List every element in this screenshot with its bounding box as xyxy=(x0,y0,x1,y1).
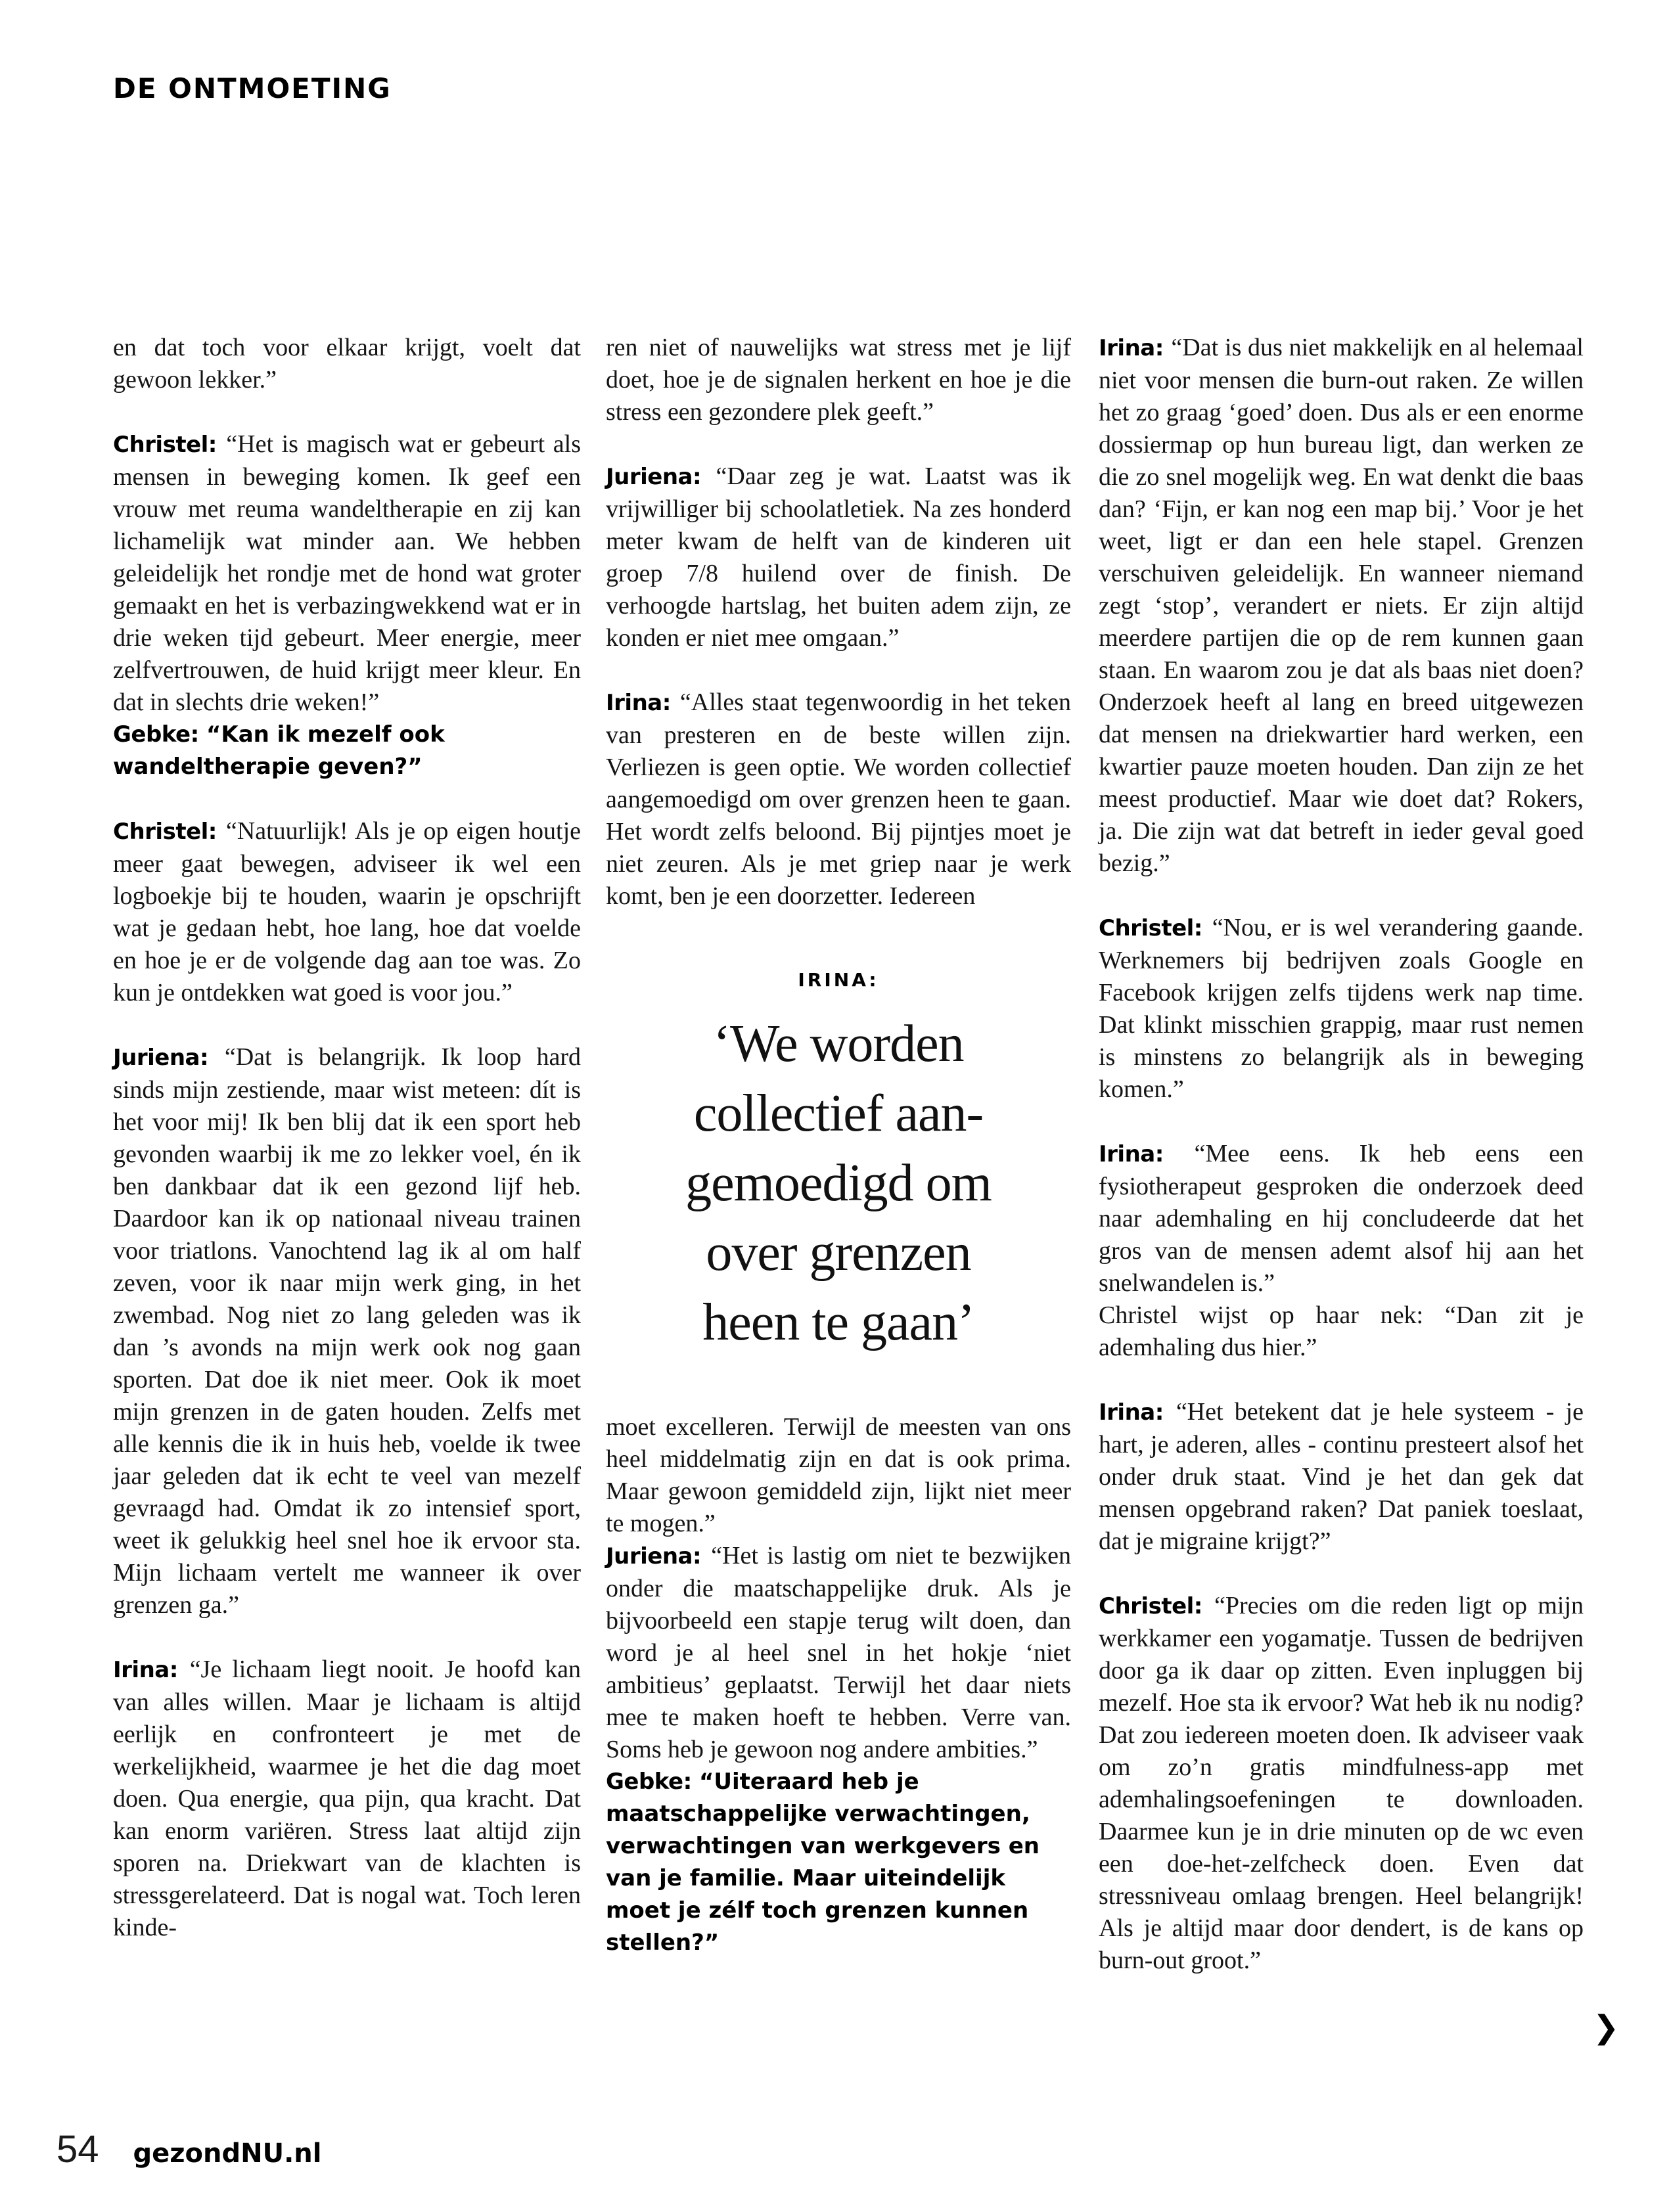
site-name: gezondNU.nl xyxy=(133,2138,322,2169)
paragraph: Irina: “Mee eens. Ik heb eens een fysiotherapeut gesproken die onderzoek deed naar ademhaling en hij concludeerde dat het gros van de mensen ademt alsof hij aan het snelwandelen is.” xyxy=(1099,1140,1584,1297)
paragraph: Irina: “Het betekent dat je hele systeem - je hart, je aderen, alles - continu presteert alsof het onder druk staat. Vind je het dan gek dat mensen opgebrand raken? Dat paniek toeslaat, dat je migraine krijgt?” xyxy=(1099,1398,1584,1555)
pullquote xyxy=(606,969,1071,1357)
speaker-label: Christel: xyxy=(113,432,227,458)
speaker-label: Irina: xyxy=(1099,335,1172,361)
page-number: 54 xyxy=(57,2128,99,2171)
speaker-label: Juriena: xyxy=(606,1543,712,1569)
speaker-label: Christel: xyxy=(1099,1593,1214,1619)
speaker-label: Christel: xyxy=(113,819,226,845)
paragraph: Christel: “Het is magisch wat er gebeurt als mensen in beweging komen. Ik geef een vrouw met reuma wandeltherapie en zij kan lichamelijk wat minder aan. We hebben geleidelijk het rondje met de hond wat groter gemaakt en het is verbazingwekkend wat er in drie weken tijd gebeurt. Meer energie, meer zelfvertrouwen, de huid krijgt meer kleur. En dat in slechts drie weken!” xyxy=(113,430,581,716)
speaker-label: Gebke: xyxy=(606,1769,699,1795)
pullquote-line: ‘We worden xyxy=(713,1015,964,1073)
paragraph: Juriena: “Dat is belangrijk. Ik loop hard sinds mijn zestiende, maar wist meteen: dít is het voor mij! Ik ben blij dat ik een sport heb gevonden waarbij ik me zo lekker voel, én ik ben dankbaar dat ik een gezond lijf heb. Daardoor kan ik op nationaal niveau trainen voor triatlons. Vanochtend lag ik al om half zeven, voor ik naar mijn werk ging, in het zwembad. Nog niet zo lang geleden was ik dan ’s avonds na mijn werk ook nog gaan sporten. Dat doe ik niet meer. Ook ik moet mijn grenzen in de gaten houden. Zelfs met alle kennis die ik in huis heb, voelde ik twee jaar geleden dat ik echt te veel van mezelf gevraagd had. Omdat ik zo intensief sport, weet ik gelukkig heel snel hoe ik ervoor sta. Mijn lichaam vertelt me wanneer ik over grenzen ga.” xyxy=(113,1043,581,1619)
pullquote-attribution: IRINA: xyxy=(798,969,879,991)
speaker-label: Irina: xyxy=(113,1657,190,1683)
pullquote-line: collectief aan- xyxy=(693,1085,984,1142)
paragraph: Irina: “Dat is dus niet makkelijk en al helemaal niet voor mensen die burn-out raken. Ze willen het zo graag ‘goed’ doen. Dus als er een enorme dossiermap op hun bureau ligt, dan werken ze die zo snel mogelijk weg. En wat denkt die baas dan? ‘Fijn, er kan nog een map bij.’ Voor je het weet, ligt er dan een hele stapel. Grenzen verschuiven geleidelijk. En wanneer niemand zegt ‘stop’, verandert er niets. Er zijn altijd meerdere partijen die op de rem kunnen gaan staan. En waarom zou je dat als baas niet doen? Onderzoek heeft al lang en breed uitgewezen dat mensen na driekwartier hard werken, een kwartier pauze moeten houden. Dan zijn ze het meest productief. Maar wie doet dat? Rokers, ja. Die zijn wat dat betreft in ieder geval goed bezig.” xyxy=(1099,334,1584,877)
paragraph: Irina: “Alles staat tegenwoordig in het teken van presteren en de beste willen zijn. Verliezen is geen optie. We worden collectief aangemoedigd om over grenzen heen te gaan. Het wordt zelfs beloond. Bij pijntjes moet je niet zeuren. Als je met griep naar je werk komt, ben je een doorzetter. Iedereen xyxy=(606,688,1071,910)
speaker-label: Gebke: xyxy=(113,721,206,748)
paragraph: ren niet of nauwelijks wat stress met je lijf doet, hoe je de signalen herkent en hoe je die stress een gezondere plek geeft.” xyxy=(606,334,1071,426)
paragraph: Christel: “Precies om die reden ligt op mijn werkkamer een yogamatje. Tussen de bedrijven door ga ik daar op zitten. Even inpluggen bij mezelf. Hoe sta ik ervoor? Wat heb ik nu nodig? Dat zou iedereen moeten doen. Ik adviseer vaak om zo’n gratis mindfulness-app met ademhalingsoefeningen te downloaden. Daarmee kun je in drie minuten op de wc even een doe-het-zelfcheck doen. Even dat stressniveau omlaag brengen. Heel belangrijk! Als je altijd maar door dendert, is de kans op burn-out groot.” xyxy=(1099,1592,1584,1974)
pullquote-line: over grenzen xyxy=(706,1224,971,1282)
column-2 xyxy=(606,332,1071,1959)
question-paragraph: Gebke: “Kan ik mezelf ook wandeltherapie geven?” xyxy=(113,721,445,780)
speaker-label: Irina: xyxy=(606,690,680,716)
pullquote-line: heen te gaan’ xyxy=(702,1294,974,1351)
next-page-chevron-icon: ❯ xyxy=(1593,2009,1620,2046)
paragraph: en dat toch voor elkaar krijgt, voelt dat gewoon lekker.” xyxy=(113,334,581,394)
footer xyxy=(57,2127,322,2171)
column-3 xyxy=(1099,332,1584,1977)
paragraph: Irina: “Je lichaam liegt nooit. Je hoofd kan van alles willen. Maar je lichaam is altijd eerlijk en confronteert je met de werkelijkheid, waarmee je het die dag moet doen. Qua energie, qua pijn, qua kracht. Dat kan enorm variëren. Stress laat altijd zijn sporen na. Driekwart van de klachten is stressgerelateerd. Dat is nogal wat. Toch leren kinde- xyxy=(113,1656,581,1941)
page-kicker: DE ONTMOETING xyxy=(113,72,392,104)
paragraph: Christel: “Nou, er is wel verandering gaande. Werknemers bij bedrijven zoals Google en Facebook krijgen zelfs tijdens werk nap time. Dat klinkt misschien grappig, maar rust nemen is minstens zo belangrijk als in beweging komen.” xyxy=(1099,914,1584,1103)
speaker-label: Juriena: xyxy=(606,464,716,490)
paragraph: moet excelleren. Terwijl de meesten van ons heel middelmatig zijn en dat is ook prima. Maar gewoon gemiddeld zijn, lijkt niet meer te mogen.” xyxy=(606,1413,1071,1537)
speaker-label: Christel: xyxy=(1099,915,1212,941)
paragraph: Christel: “Natuurlijk! Als je op eigen houtje meer gaat bewegen, adviseer ik wel een logboekje bij te houden, waarin je opschrijft wat je gedaan hebt, hoe lang, hoe dat voelde en hoe je er de volgende dag aan toe was. Zo kun je ontdekken wat goed is voor jou.” xyxy=(113,817,581,1006)
pullquote-line: gemoedigd om xyxy=(685,1154,992,1212)
paragraph: Juriena: “Daar zeg je wat. Laatst was ik vrijwilliger bij schoolatletiek. Na zes honderd meter kwam de helft van de kinderen uit groep 7/8 huilend over de finish. De verhoogde hartslag, het buiten adem zijn, ze konden er niet mee omgaan.” xyxy=(606,463,1071,652)
paragraph: Juriena: “Het is lastig om niet te bezwijken onder die maatschappelijke druk. Als je bijvoorbeeld een stapje terug wilt doen, dan word je al heel snel in het hokje ‘niet ambitieus’ geplaatst. Terwijl het daar niets mee te maken hoeft te hebben. Verre van. Soms heb je gewoon nog andere ambities.” xyxy=(606,1542,1071,1763)
speaker-label: Irina: xyxy=(1099,1399,1176,1426)
column-1 xyxy=(113,332,581,1944)
paragraph: Christel wijst op haar nek: “Dan zit je ademhaling dus hier.” xyxy=(1099,1301,1584,1361)
speaker-label: Irina: xyxy=(1099,1141,1195,1167)
speaker-label: Juriena: xyxy=(113,1045,225,1071)
question-paragraph: Gebke: “Uiteraard heb je maatschappelijke verwachtingen, verwachtingen van werkgevers en van je familie. Maar uiteindelijk moet je zélf toch grenzen kunnen stellen?” xyxy=(606,1769,1040,1956)
